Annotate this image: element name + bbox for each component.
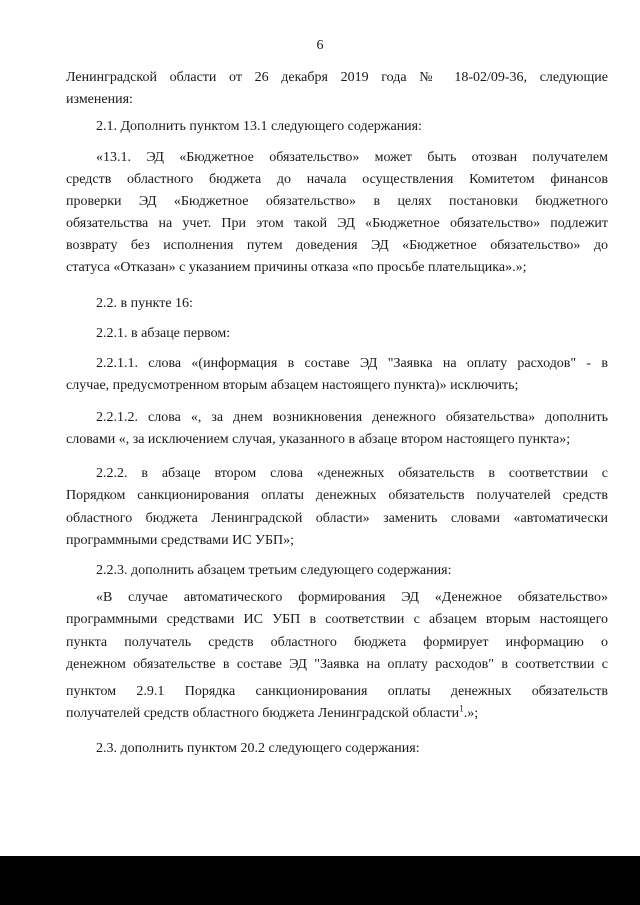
text-line: проверки ЭД «Бюджетное обязательство» в целях постановки бюджетного	[66, 194, 608, 209]
text-line: 2.2.1.1. слова «(информация в составе ЭД "Заявка на оплату расходов" - в	[96, 356, 608, 371]
text-line: программными средствами ИС УБП в соответствии с абзацем вторым настоящего	[66, 612, 608, 627]
page-number: 6	[316, 38, 324, 53]
text-line: статуса «Отказан» с указанием причины отказа «по просьбе плательщика».»;	[66, 260, 527, 275]
text-line: обязательства на учет. При этом такой ЭД «Бюджетное обязательство» подлежит	[66, 216, 608, 231]
section-heading: 2.2. в пункте 16:	[96, 296, 193, 311]
text-line: программными средствами ИС УБП»;	[66, 533, 295, 548]
footnote-marker: 1	[459, 703, 464, 714]
text-line: пунктом 2.9.1 Порядка санкционирования оплаты денежных обязательств	[66, 684, 608, 699]
text-line: пункта получатель средств областного бюджета формирует информацию о	[66, 635, 608, 650]
text-line: средств областного бюджета до начала осуществления Комитетом финансов	[66, 172, 608, 187]
text-line: областного бюджета Ленинградской области» заменить словами «автоматически	[66, 511, 608, 526]
text-line: 2.2.2. в абзаце втором слова «денежных обязательств в соответствии с	[96, 466, 608, 481]
text-line-suffix: .»;	[463, 706, 479, 721]
section-heading: 2.3. дополнить пунктом 20.2 следующего содержания:	[96, 741, 420, 756]
text-line: возврату без исполнения путем доведения ЭД «Бюджетное обязательство» до	[66, 238, 608, 253]
text-line: изменения:	[66, 92, 133, 107]
text-line: Ленинградской области от 26 декабря 2019 года № 18-02/09-36, следующие	[66, 70, 608, 85]
section-heading: 2.2.3. дополнить абзацем третьим следующего содержания:	[96, 563, 452, 578]
text-line: «В случае автоматического формирования ЭД «Денежное обязательство»	[96, 590, 608, 605]
text-line: 2.2.1.2. слова «, за днем возникновения денежного обязательства» дополнить	[96, 410, 608, 425]
text-line: денежном обязательстве в составе ЭД "Заявка на оплату расходов" в соответствии с	[66, 657, 608, 672]
scan-bottom-border	[0, 856, 640, 905]
text-line: Порядком санкционирования оплаты денежных обязательств получателей средств	[66, 488, 608, 503]
text-line: словами «, за исключением случая, указанного в абзаце втором настоящего пункта»;	[66, 432, 571, 447]
text-line-main: получателей средств областного бюджета Ленинградской области	[66, 706, 460, 721]
section-heading: 2.2.1. в абзаце первом:	[96, 326, 231, 341]
text-line	[66, 703, 479, 722]
section-heading: 2.1. Дополнить пунктом 13.1 следующего содержания:	[96, 119, 423, 134]
text-line: случае, предусмотренном вторым абзацем настоящего пункта)» исключить;	[66, 378, 519, 393]
text-line: «13.1. ЭД «Бюджетное обязательство» может быть отозван получателем	[96, 150, 608, 165]
